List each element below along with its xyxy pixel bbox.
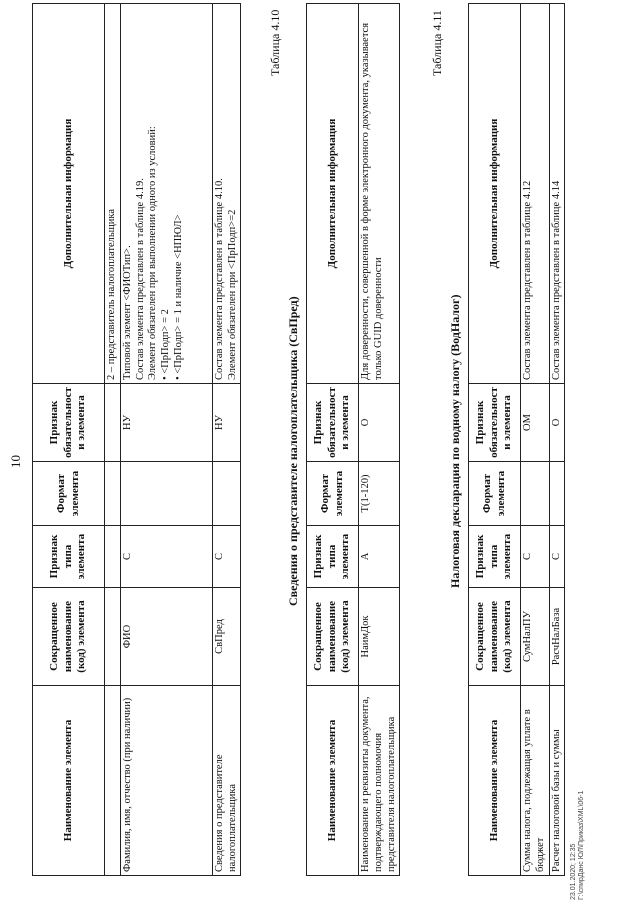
stamp-date: 23.01.2020; 12:35	[570, 843, 577, 900]
info-line: Элемент обязателен при <ПрПодп>=2	[226, 209, 238, 380]
table-row	[105, 4, 121, 876]
table-title-vodnalog: Налоговая декларация по водному налогу (ВодНалог)	[448, 294, 462, 588]
table-row	[212, 4, 241, 876]
header-code: Сокращенное наименование (код) элемента	[33, 588, 105, 686]
cell-name: Расчет налоговой базы и суммы	[549, 686, 565, 876]
info-line: • <ПрПодп> = 1 и наличие <НПЮЛ>	[172, 214, 184, 380]
stamp-path: Г:\спирДанс ЮЛ\Приказ\XML\06-1	[578, 790, 586, 900]
cell-format: Т(1-120)	[359, 462, 400, 526]
info-line: Состав элемента представлен в таблице 4.10.	[213, 178, 225, 380]
cell-format	[549, 462, 565, 526]
cell-type: А	[359, 526, 400, 588]
header-required: Признак обязательности элемента	[33, 384, 105, 462]
print-stamp	[570, 791, 587, 900]
table-title-svpred: Сведения о представителе налогоплательщика (СвПред)	[286, 296, 300, 606]
cell-format	[120, 462, 212, 526]
cell-type: С	[521, 526, 550, 588]
cell-info	[120, 4, 212, 384]
info-line: Типовой элемент <ФИОТип>.	[121, 245, 133, 380]
cell-code: НаимДок	[359, 588, 400, 686]
cell-name: Наименование и реквизиты документа, подтверждающего полномочия представителя налогоплательщика	[359, 686, 400, 876]
header-format: Формат элемента	[307, 462, 359, 526]
cell-info: Состав элемента представлен в таблице 4.12	[521, 4, 550, 384]
cell-info	[212, 4, 241, 384]
header-info: Дополнительная информация	[469, 4, 521, 384]
page-number: 10	[8, 455, 23, 468]
header-name: Наименование элемента	[307, 686, 359, 876]
table-4-11	[468, 3, 565, 876]
cell-code: ФИО	[120, 588, 212, 686]
cell-required: ОМ	[521, 384, 550, 462]
table-row	[521, 4, 550, 876]
cell-name: Сумма налога, подлежащая уплате в бюджет	[521, 686, 550, 876]
header-type: Признак типа элемента	[33, 526, 105, 588]
cell-format	[212, 462, 241, 526]
info-line: Состав элемента представлен в таблице 4.19.	[134, 178, 146, 380]
cell-code: СумНалПУ	[521, 588, 550, 686]
cell-type: С	[549, 526, 565, 588]
cell-info: Состав элемента представлен в таблице 4.14	[549, 4, 565, 384]
cell-name: Фамилия, имя, отчество (при наличии)	[120, 686, 212, 876]
cell-required	[105, 384, 121, 462]
cell-required: НУ	[120, 384, 212, 462]
table-row	[359, 4, 400, 876]
header-code: Сокращенное наименование (код) элемента	[307, 588, 359, 686]
header-info: Дополнительная информация	[307, 4, 359, 384]
cell-type: С	[212, 526, 241, 588]
cell-code	[105, 588, 121, 686]
cell-info: Для доверенности, совершенной в форме электронного документа, указывается только GUID доверенности	[359, 4, 400, 384]
cell-code: РасчНалБаза	[549, 588, 565, 686]
header-format: Формат элемента	[33, 462, 105, 526]
cell-required: О	[359, 384, 400, 462]
header-name: Наименование элемента	[469, 686, 521, 876]
cell-code: СвПред	[212, 588, 241, 686]
table-caption-4-11: Таблица 4.11	[430, 10, 444, 76]
cell-info: 2 – представитель налогоплательщика	[105, 4, 121, 384]
cell-required: НУ	[212, 384, 241, 462]
header-required: Признак обязательности элемента	[469, 384, 521, 462]
table-row	[120, 4, 212, 876]
table-4-10	[306, 3, 400, 876]
cell-format	[105, 462, 121, 526]
cell-format	[521, 462, 550, 526]
table-row	[549, 4, 565, 876]
info-line: • <ПрПодп> = 2	[160, 309, 172, 380]
header-required: Признак обязательности элемента	[307, 384, 359, 462]
cell-required: О	[549, 384, 565, 462]
info-line: Элемент обязателен при выполнении одного из условий:	[147, 126, 159, 380]
table-caption-4-10: Таблица 4.10	[268, 9, 282, 76]
cell-name: Сведения о представителе налогоплательщика	[212, 686, 241, 876]
cell-type: С	[120, 526, 212, 588]
header-format: Формат элемента	[469, 462, 521, 526]
header-code: Сокращенное наименование (код) элемента	[469, 588, 521, 686]
cell-name	[105, 686, 121, 876]
header-type: Признак типа элемента	[307, 526, 359, 588]
header-type: Признак типа элемента	[469, 526, 521, 588]
cell-type	[105, 526, 121, 588]
table-continuation	[32, 3, 241, 876]
header-name: Наименование элемента	[33, 686, 105, 876]
header-info: Дополнительная информация	[33, 4, 105, 384]
